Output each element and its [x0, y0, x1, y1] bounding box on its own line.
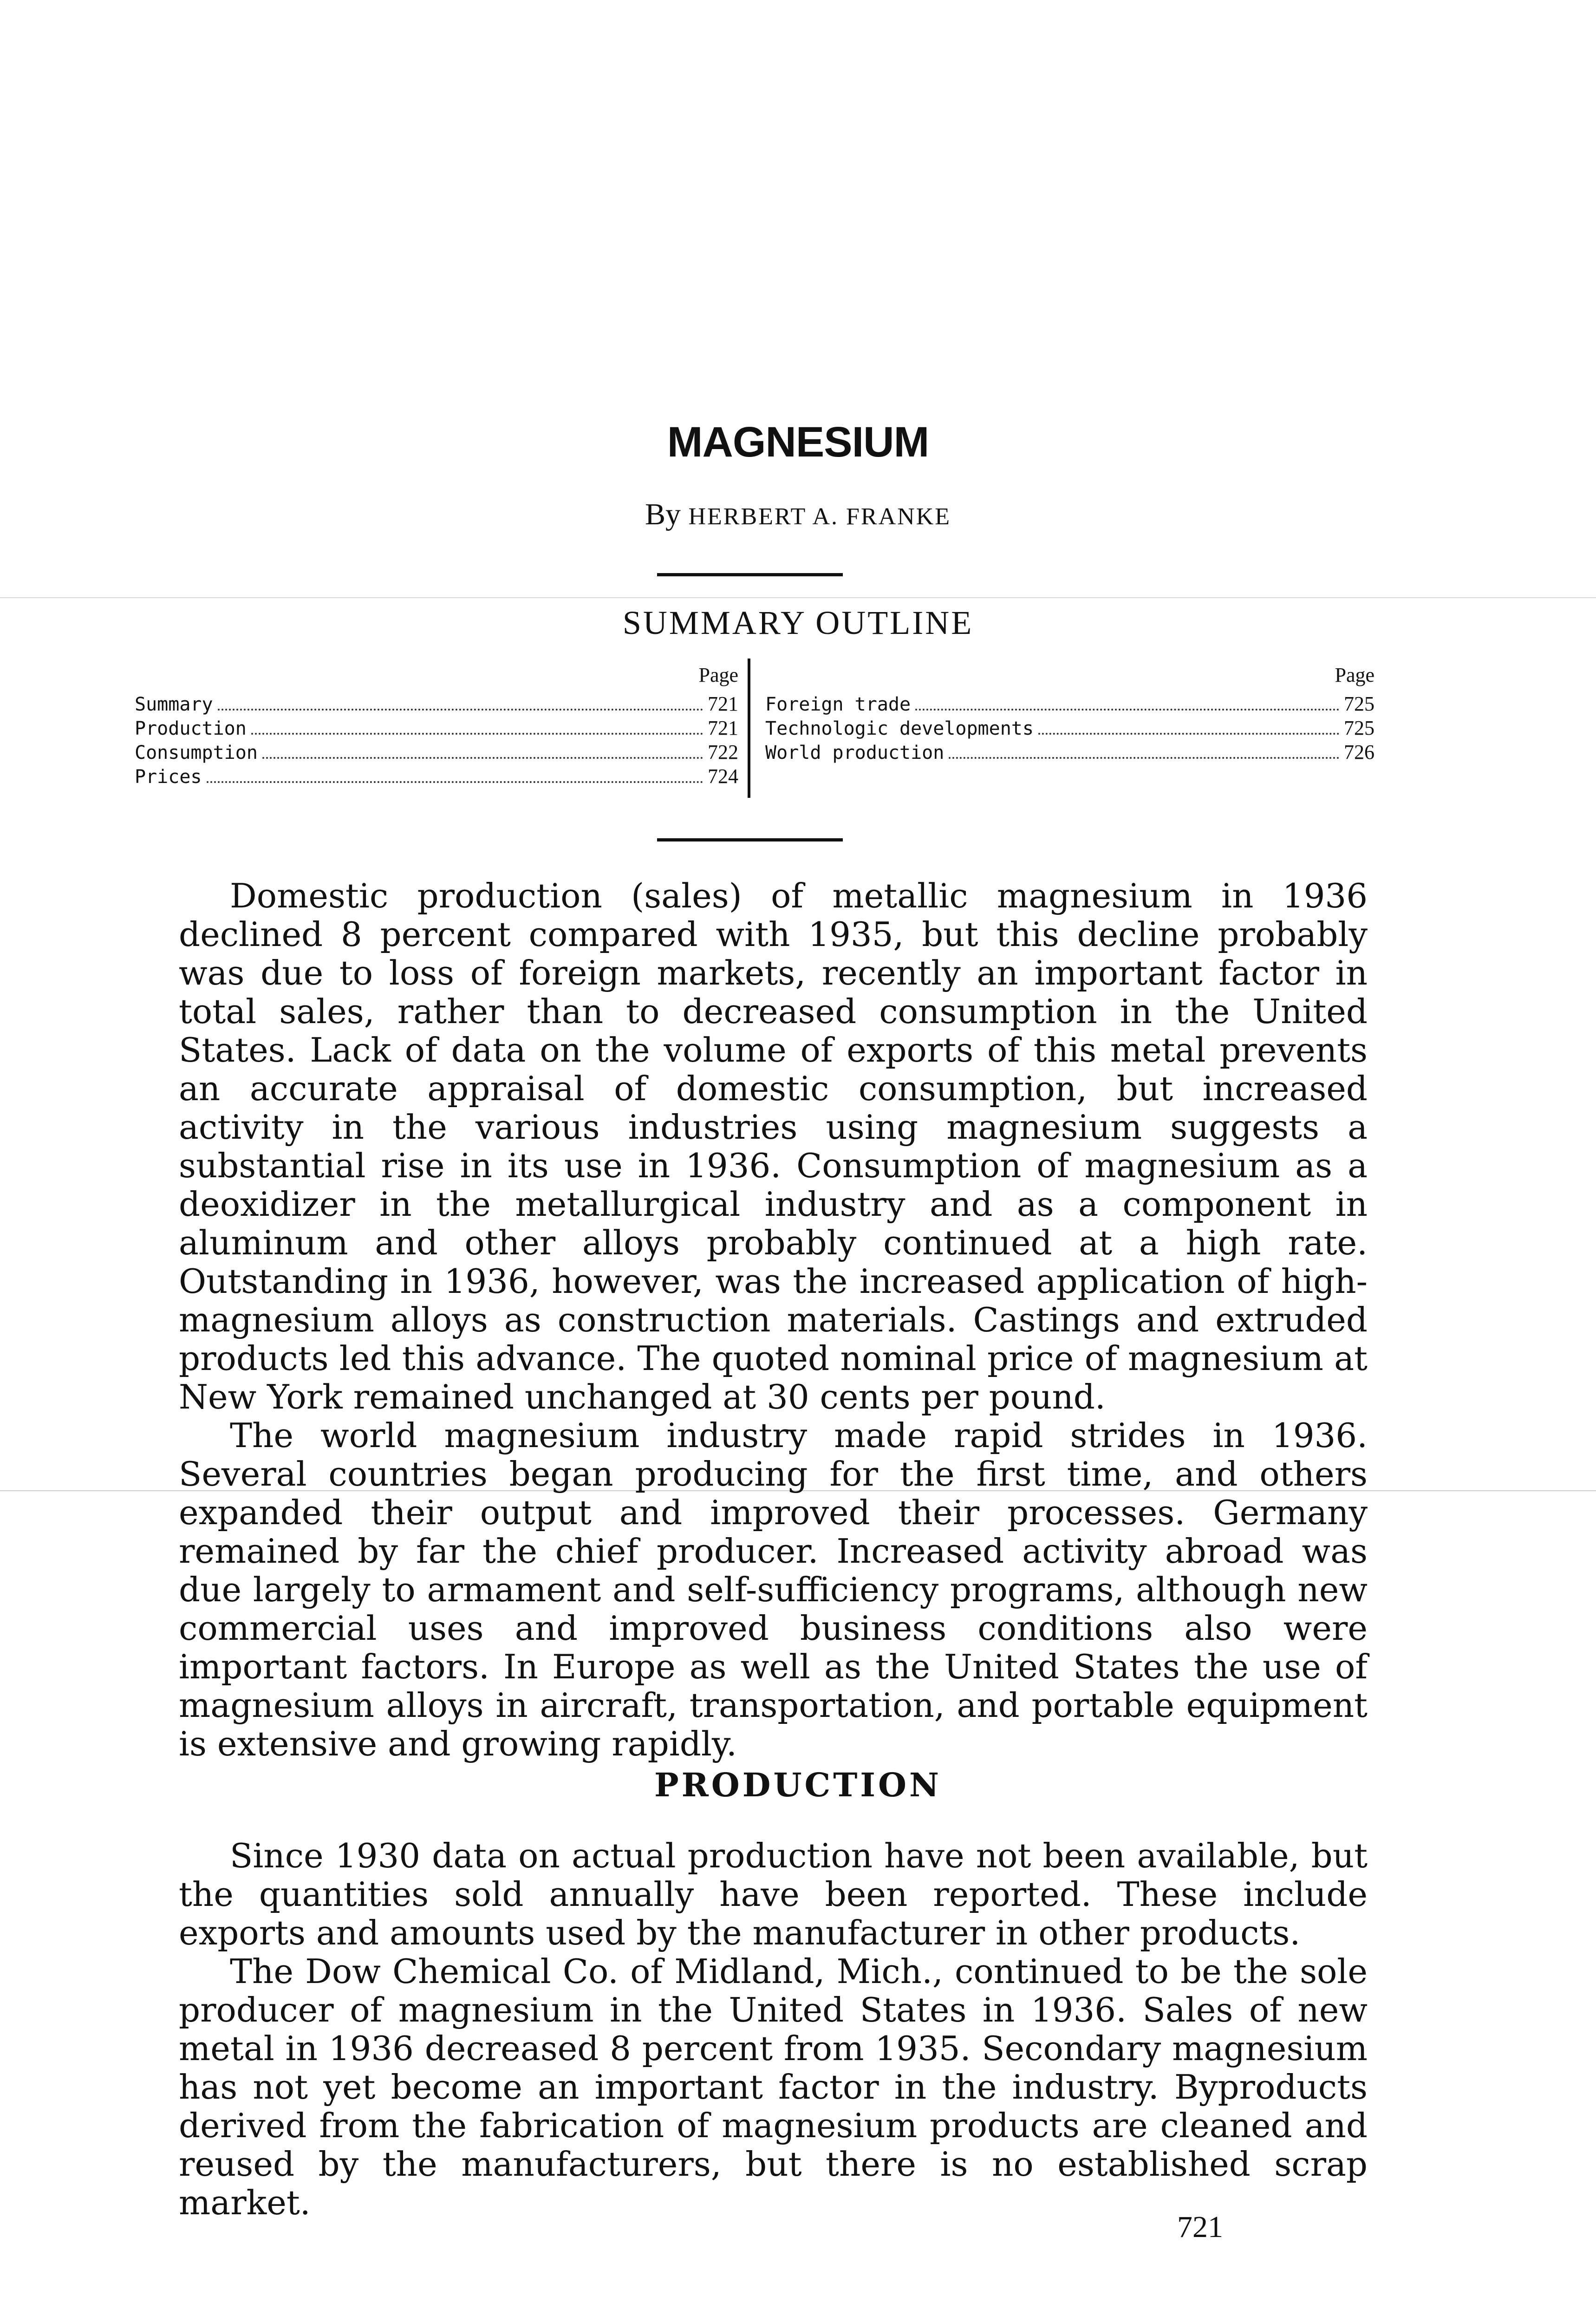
outline-entry [135, 692, 738, 716]
outline-entry [765, 740, 1375, 764]
outline-entry-label: Prices [135, 766, 202, 788]
production-section [179, 1837, 1368, 2222]
outline-entry [135, 764, 738, 789]
outline-entry-label: Consumption [135, 742, 258, 763]
leader-dots [207, 767, 704, 783]
leader-dots [251, 719, 703, 735]
leader-dots [262, 743, 703, 759]
outline-entry-label: Technologic developments [765, 718, 1034, 739]
section-heading-production: PRODUCTION [654, 1766, 942, 1804]
outline-rule [657, 838, 843, 841]
outline-entry-label: Summary [135, 694, 213, 715]
outline-entry-label: World production [765, 742, 945, 763]
outline-entry-page: 725 [1344, 692, 1375, 715]
paragraph: Domestic production (sales) of metallic magnesium in 1936 declined 8 percent compared with 1935, but this decline probably was due to loss of foreign markets, recently an important factor in total sales, rather than to decreased consumption in the United States. Lack of data on the volume of exports of this metal prevents an accurate appraisal of domestic consumption, but increased activity in the various industries using magnesium suggests a substantial rise in its use in 1936. Consumption of magnesium as a deoxidizer in the metallurgical industry and as a component in aluminum and other alloys probably continued at a high rate. Outstanding in 1936, however, was the increased application of high-magnesium alloys as construction materials. Castings and extruded products led this advance. The quoted nominal price of magnesium at New York remained unchanged at 30 cents per pound. [179, 876, 1368, 1416]
author-name: HERBERT A. FRANKE [688, 503, 951, 530]
outline-column-divider [748, 659, 750, 798]
paragraph: The world magnesium industry made rapid strides in 1936. Several countries began producing for the first time, and others expanded their output and improved their processes. Germany remained by far the chief producer. Increased activity abroad was due largely to armament and self-sufficiency programs, although new commercial uses and improved business conditions also were important factors. In Europe as well as the United States the use of magnesium alloys in aircraft, transportation, and portable equipment is extensive and growing rapidly. [179, 1416, 1368, 1763]
outline-entry-page: 726 [1344, 741, 1375, 763]
leader-dots [949, 743, 1339, 759]
summary-section [179, 877, 1368, 1763]
outline-entry-label: Production [135, 718, 247, 739]
leader-dots [218, 695, 703, 711]
page-column-heading: Page [1335, 664, 1375, 686]
summary-outline-table [135, 659, 1375, 798]
byline [0, 497, 1596, 532]
page-number: 721 [1177, 2210, 1223, 2244]
outline-entry [135, 740, 738, 764]
outline-left-column [135, 659, 738, 789]
outline-entry-page: 724 [708, 765, 738, 788]
page-column-heading: Page [698, 664, 738, 686]
outline-right-column [765, 659, 1375, 764]
paragraph: Since 1930 data on actual production have not been available, but the quantities sold annually have been reported. These include exports and amounts used by the manufacturer in other products. [179, 1836, 1368, 1952]
byline-prefix: By [645, 497, 681, 531]
outline-entry [765, 692, 1375, 716]
scan-artifact-line [0, 597, 1596, 598]
leader-dots [915, 695, 1339, 711]
outline-entry-label: Foreign trade [765, 694, 911, 715]
leader-dots [1038, 719, 1339, 735]
outline-entry-page: 721 [708, 692, 738, 715]
outline-title: SUMMARY OUTLINE [622, 604, 974, 641]
title-rule [657, 573, 843, 576]
outline-entry-page: 725 [1344, 717, 1375, 739]
outline-entry [765, 716, 1375, 740]
page-title: MAGNESIUM [667, 418, 929, 466]
outline-entry-page: 721 [708, 717, 738, 739]
outline-entry [135, 716, 738, 740]
paragraph: The Dow Chemical Co. of Midland, Mich., continued to be the sole producer of magnesium in the United States in 1936. Sales of new metal in 1936 decreased 8 percent from 1935. Secondary magnesium has not yet become an important factor in the industry. Byproducts derived from the fabrication of magnesium products are cleaned and reused by the manufacturers, but there is no established scrap market. [179, 1952, 1368, 2222]
outline-entry-page: 722 [708, 741, 738, 763]
